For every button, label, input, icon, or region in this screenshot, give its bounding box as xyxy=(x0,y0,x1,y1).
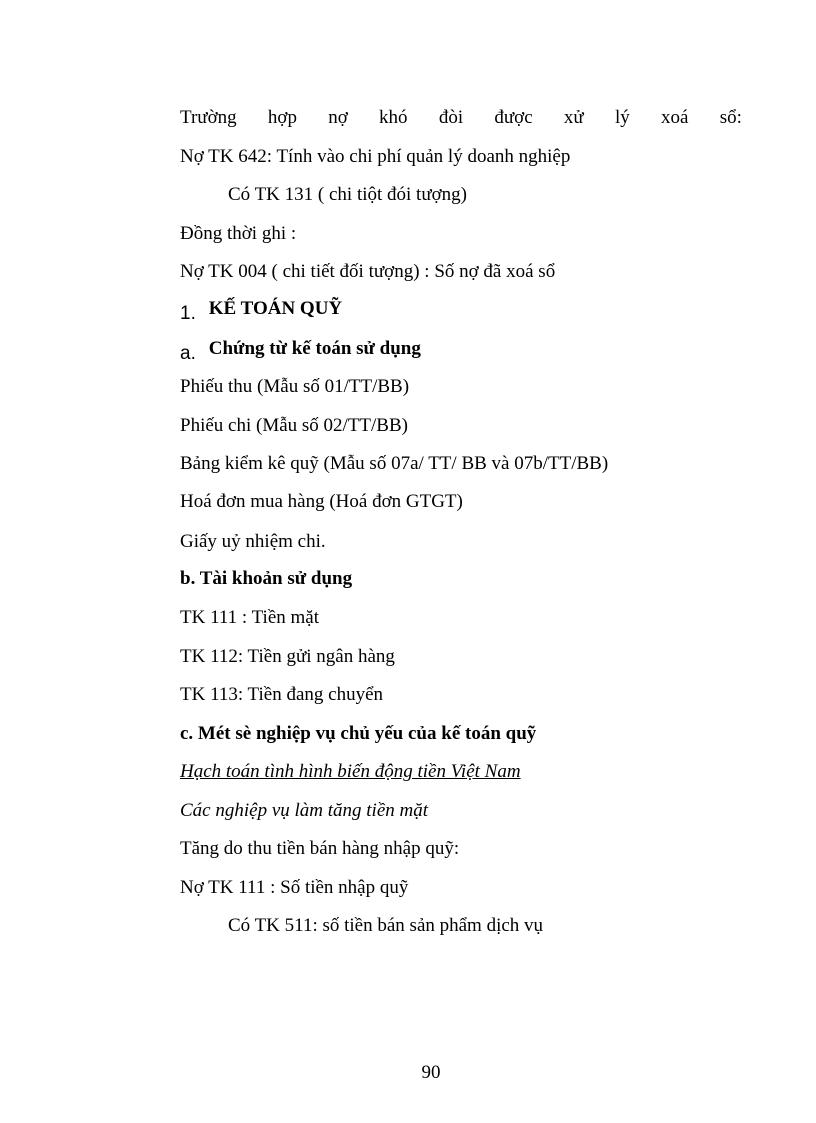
entry-credit-131: Có TK 131 ( chi tiột đói tượng) xyxy=(228,184,468,205)
list-item-payment-order: Giấy uỷ nhiệm chi. xyxy=(180,531,326,552)
word: sổ: xyxy=(719,107,742,128)
word: hợp xyxy=(267,107,297,128)
subsection-title: Chứng từ kế toán sử dụng xyxy=(208,338,421,359)
word: lý xyxy=(614,107,630,128)
section-number: 1. xyxy=(180,303,196,324)
word: xử xyxy=(563,107,584,128)
word: khó xyxy=(379,107,408,128)
paragraph-bad-debt-writeoff xyxy=(180,106,742,130)
subsection-heading-c: c. Mét sè nghiệp vụ chủ yếu của kế toán quỹ xyxy=(180,723,537,744)
list-item-inventory: Bảng kiểm kê quỹ (Mẫu số 07a/ TT/ BB và 07b/TT/BB) xyxy=(180,453,609,474)
account-111: TK 111 : Tiền mặt xyxy=(180,607,319,628)
list-item-receipt: Phiếu thu (Mẫu số 01/TT/BB) xyxy=(180,376,410,397)
account-113: TK 113: Tiền đang chuyển xyxy=(180,684,384,705)
subsection-heading-a xyxy=(180,337,421,364)
word: được xyxy=(494,107,533,128)
text-sales-revenue: Tăng do thu tiền bán hàng nhập quỹ: xyxy=(180,838,460,859)
entry-credit-511: Có TK 511: số tiền bán sản phẩm dịch vụ xyxy=(228,915,544,936)
word: đòi xyxy=(438,107,464,128)
word: xoá xyxy=(661,107,689,128)
topic-subheading: Các nghiệp vụ làm tăng tiền mặt xyxy=(180,800,429,821)
word: nợ xyxy=(328,107,348,128)
entry-debit-004: Nợ TK 004 ( chi tiết đối tượng) : Số nợ đã xoá sổ xyxy=(180,261,556,282)
section-heading-1 xyxy=(180,297,343,324)
entry-debit-111: Nợ TK 111 : Số tiền nhập quỹ xyxy=(180,877,409,898)
list-item-payment: Phiếu chi (Mẫu số 02/TT/BB) xyxy=(180,415,408,436)
entry-debit-642: Nợ TK 642: Tính vào chi phí quản lý doanh nghiệp xyxy=(180,146,571,167)
section-title: KẾ TOÁN QUỸ xyxy=(208,298,343,319)
subsection-heading-b: b. Tài khoản sử dụng xyxy=(180,568,353,589)
topic-heading: Hạch toán tình hình biến động tiền Việt Nam xyxy=(180,761,521,782)
page-number: 90 xyxy=(421,1062,441,1083)
word: Trường xyxy=(180,107,237,128)
account-112: TK 112: Tiền gửi ngân hàng xyxy=(180,646,395,667)
list-item-invoice: Hoá đơn mua hàng (Hoá đơn GTGT) xyxy=(180,491,463,512)
text-simultaneously: Đồng thời ghi : xyxy=(180,223,297,244)
subsection-letter: a. xyxy=(180,343,196,364)
